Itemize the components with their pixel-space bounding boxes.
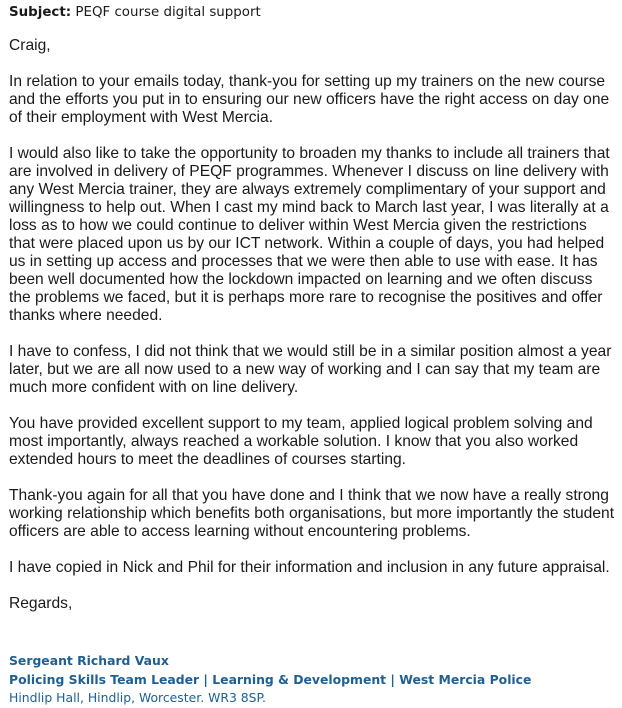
signature-role: Policing Skills Team Leader | Learning & Development | West Mercia Police — [9, 671, 532, 687]
signature-address: Hindlip Hall, Hindlip, Worcester. WR3 8SP. — [9, 690, 266, 705]
signature-name: Sergeant Richard Vaux — [9, 653, 169, 668]
subject-line — [9, 4, 261, 21]
body-paragraph: In relation to your emails today, thank-you for setting up my trainers on the new course and the efforts you put in to ensuring our new officers have the right access on day one of their employment with West Mercia. — [9, 73, 610, 126]
closing: Regards, — [9, 595, 73, 612]
salutation: Craig, — [9, 37, 51, 54]
subject-text: PEQF course digital support — [75, 5, 261, 20]
body-paragraph: I have to confess, I did not think that we would still be in a similar position almost a year later, but we are all now used to a new way of working and I can say that my team are much more confident with on line delivery. — [9, 343, 612, 396]
subject-label: Subject: — [9, 5, 72, 20]
body-paragraph: I would also like to take the opportunity to broaden my thanks to include all trainers that are involved in delivery of PEQF programmes. Whenever I discuss on line delivery with any West Mercia trainer, they are always extremely complimentary of your support and willingness to help out. When I cast my mind back to March last year, I was literally at a loss as to how we could continue to deliver within West Mercia given the restrictions that were placed upon us by our ICT network. Within a couple of days, you had helped us in setting up access and processes that we were then able to use with ease. It has been well documented how the lockdown impacted on learning and we often discuss the problems we faced, but it is perhaps more rare to recognise the positives and offer thanks where needed. — [9, 145, 610, 324]
email-signature — [9, 652, 531, 708]
body-paragraph: You have provided excellent support to my team, applied logical problem solving and most importantly, always reached a workable solution. I know that you also worked extended hours to meet the deadlines of courses starting. — [9, 415, 593, 468]
body-paragraph: Thank-you again for all that you have done and I think that we now have a really strong working relationship which benefits both organisations, but more importantly the student officers are able to access learning without encountering problems. — [9, 487, 615, 540]
email-body — [9, 37, 615, 631]
body-paragraph: I have copied in Nick and Phil for their information and inclusion in any future appraisal. — [9, 559, 610, 576]
